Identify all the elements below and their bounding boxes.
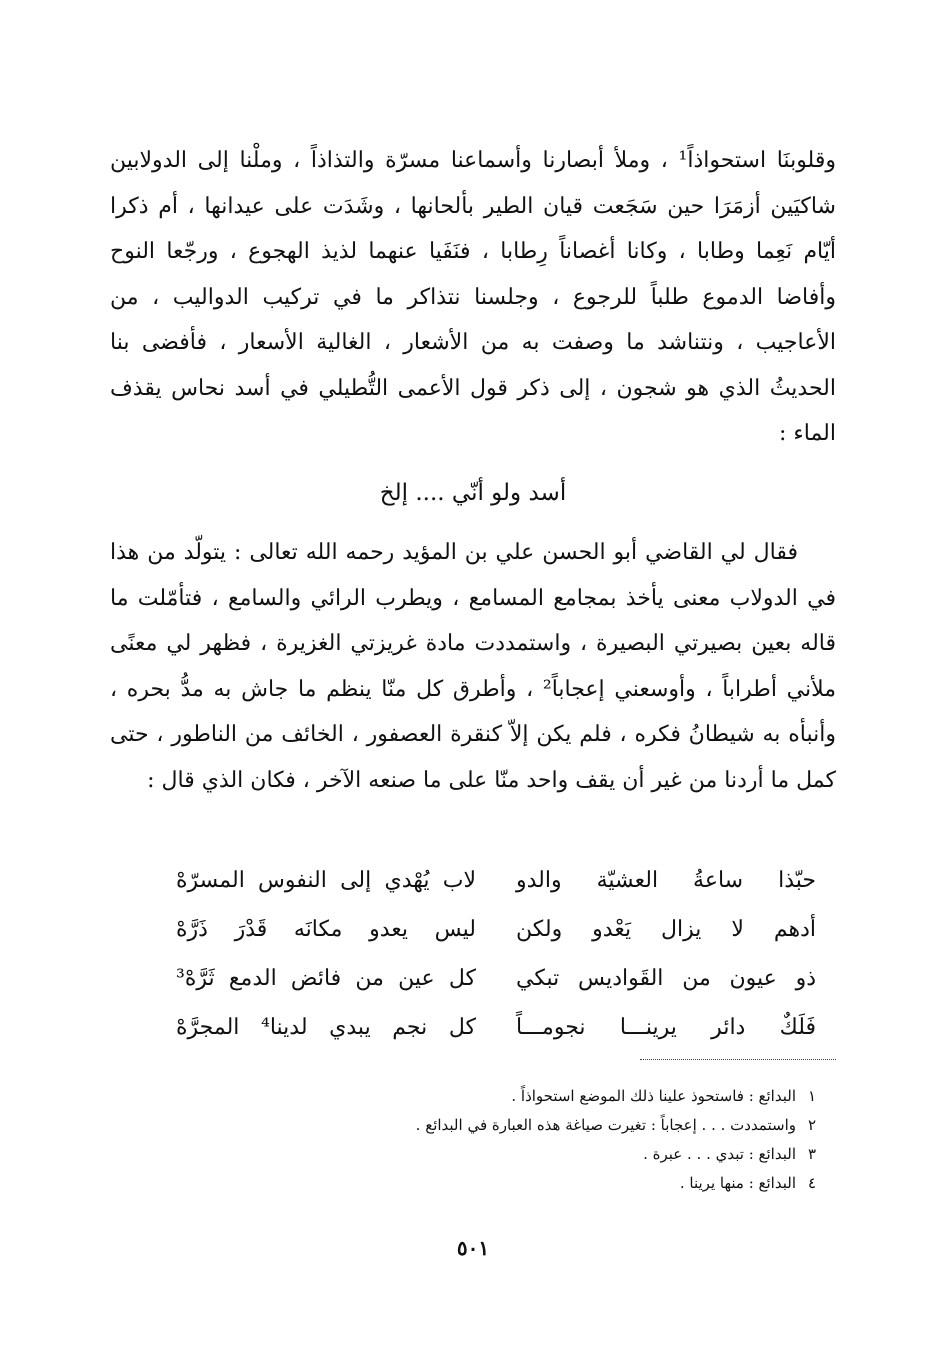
- footnote: [216, 1140, 816, 1169]
- body-paragraph-2: [110, 530, 836, 803]
- footnote-number: ٤: [807, 1174, 816, 1192]
- page-number: ٥٠١: [456, 1236, 490, 1260]
- poem-verse: [176, 1003, 816, 1052]
- paragraph-text: فقال لي القاضي أبو الحسن علي بن المؤيد رحمه الله تعالى : يتولّد من هذا في الدولاب معنى يأخذ بمجامع المسامع ، ويطرب الرائي والسامع ، فتأمّلت ما قاله بعين بصيرتي البصيرة ، واستمددت مادة غريزتي الغزيرة ، فظهر لي معنًى ملأني أطراباً ، وأوسعني إعجاباً² ، وأطرق كل منّا ينظم ما جاش به مدُّ بحره ، وأنبأه به شيطانُ فكره ، فلم يكن إلاّ كنقرة العصفور ، الخائف من الناطور ، حتى كمل ما أردنا من غير أن يقف واحد منّا على ما صنعه الآخر ، فكان الذي قال :: [110, 540, 836, 793]
- footnote-number: ١: [807, 1087, 816, 1105]
- second-hemistich: لاب يُهْدي إلى النفوس المسرّهْ: [176, 868, 476, 893]
- quoted-verse: أسد ولو أنّي .... إلخ: [379, 480, 567, 506]
- poem-verse: [176, 905, 816, 954]
- footnote-text: البدائع : فاستحوذ علينا ذلك الموضع استحواذاً .: [511, 1087, 796, 1105]
- first-hemistich: حبّذا ساعةُ العشيّة والدو: [516, 868, 816, 893]
- footnote: [216, 1111, 816, 1140]
- first-hemistich: فَلَكٌ دائر يرينـــا نجومـــاً: [516, 1015, 816, 1040]
- poem: [176, 856, 816, 1052]
- footnote: [216, 1082, 816, 1111]
- first-hemistich: ذو عيون من القَواديس تبكي: [516, 966, 816, 991]
- footnote: [216, 1169, 816, 1198]
- footnote-separator: [640, 1059, 836, 1060]
- footnote-number: ٣: [807, 1145, 816, 1163]
- footnote-text: واستمددت . . . إعجاباً : تغيرت صياغة هذه العبارة في البدائع .: [415, 1116, 796, 1134]
- poem-verse: [176, 954, 816, 1003]
- poem-verse: [176, 856, 816, 905]
- footnotes: [216, 1082, 816, 1198]
- second-hemistich: ليس يعدو مكانَه قَدْرَ ذَرَّهْ: [176, 917, 476, 942]
- footnote-text: البدائع : منها يرينا .: [679, 1174, 796, 1192]
- footnote-text: البدائع : تبدي . . . عبرة .: [643, 1145, 796, 1163]
- second-hemistich: كل نجم يبدي لدينا⁴ المجرَّهْ: [176, 1015, 476, 1040]
- body-paragraph-1: [110, 138, 836, 457]
- second-hemistich: كل عين من فائض الدمع ثَرَّهْ³: [176, 966, 476, 991]
- paragraph-text: وقلوبنَا استحواذاً¹ ، وملأ أبصارنا وأسماعنا مسرّة والتذاذاً ، وملْنا إلى الدولابين شاكيَين أزمَرَا حين سَجَعت قيان الطير بألحانها ، وشَدَت على عيدانها ، أم ذكرا أيّام نَعِما وطابا ، وكانا أغصاناً رِطابا ، فنَفَيا عنهما لذيذ الهجوع ، ورجّعا النوح وأفاضا الدموع طلباً للرجوع ، وجلسنا نتذاكر ما في تركيب الدواليب ، من الأعاجيب ، ونتناشد ما وصفت به من الأشعار ، الغالية الأسعار ، فأفضى بنا الحديثُ الذي هو شجون ، إلى ذكر قول الأعمى التُّطيلي في أسد نحاس يقذف الماء :: [110, 148, 836, 446]
- footnote-number: ٢: [807, 1116, 816, 1134]
- first-hemistich: أدهم لا يزال يَعْدو ولكن: [516, 917, 816, 942]
